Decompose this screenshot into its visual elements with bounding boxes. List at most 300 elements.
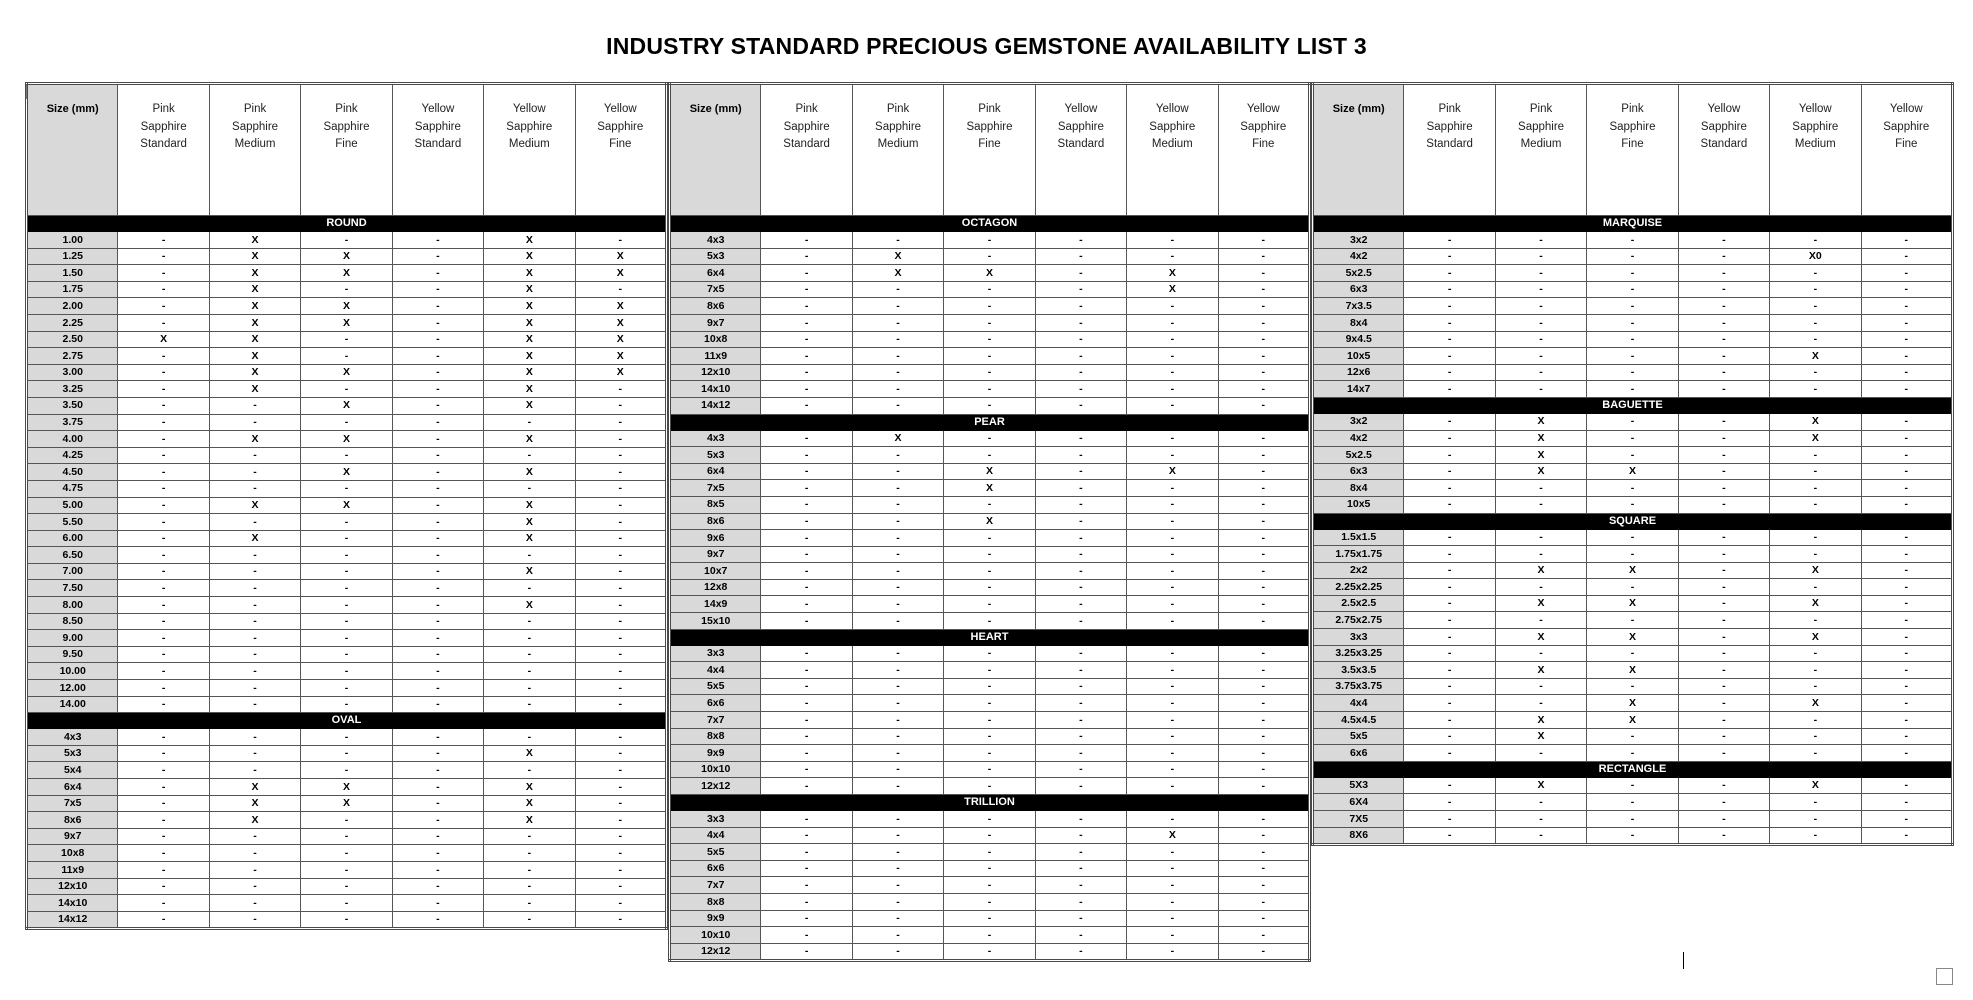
availability-cell: -	[118, 563, 209, 580]
availability-cell: -	[301, 911, 392, 929]
availability-cell: X	[1770, 629, 1861, 646]
availability-cell: -	[1770, 579, 1861, 596]
availability-cell: -	[944, 943, 1035, 961]
availability-cell: -	[1127, 447, 1218, 464]
availability-cell: -	[1678, 645, 1769, 662]
availability-cell: X	[1770, 348, 1861, 365]
availability-cell: -	[118, 348, 209, 365]
column-header	[301, 84, 392, 216]
availability-cell: -	[484, 828, 575, 845]
availability-cell: -	[1495, 348, 1586, 365]
availability-cell: X	[209, 795, 300, 812]
availability-cell: -	[852, 943, 943, 961]
availability-cell: -	[1587, 645, 1678, 662]
availability-cell: X	[1770, 777, 1861, 794]
availability-cell: -	[301, 762, 392, 779]
table-row	[1313, 331, 1953, 348]
size-cell: 5x5	[670, 844, 761, 861]
size-cell: 8.50	[27, 613, 118, 630]
availability-cell: -	[1678, 678, 1769, 695]
availability-cell: -	[392, 613, 483, 630]
table-row	[670, 397, 1310, 414]
table-row	[670, 860, 1310, 877]
table-row	[27, 663, 667, 680]
availability-cell: -	[761, 778, 852, 795]
availability-cell: -	[852, 331, 943, 348]
size-cell: 9x9	[670, 745, 761, 762]
availability-cell: -	[1861, 348, 1952, 365]
availability-cell: X	[301, 431, 392, 448]
document-title: INDUSTRY STANDARD PRECIOUS GEMSTONE AVAILABILITY LIST 3	[606, 33, 1367, 59]
availability-cell: -	[1218, 645, 1309, 662]
availability-cell: X	[1587, 463, 1678, 480]
section-header-row	[1313, 761, 1953, 777]
availability-cell: -	[1035, 579, 1126, 596]
availability-cell: X	[484, 298, 575, 315]
availability-cell: -	[1404, 248, 1495, 265]
availability-cell: -	[1770, 745, 1861, 762]
availability-cell: -	[1770, 314, 1861, 331]
availability-cell: -	[761, 728, 852, 745]
availability-cell: -	[761, 613, 852, 630]
table-row	[1313, 281, 1953, 298]
availability-cell: -	[209, 646, 300, 663]
table-row	[670, 348, 1310, 365]
availability-cell: -	[1404, 281, 1495, 298]
availability-cell: -	[1035, 678, 1126, 695]
availability-cell: -	[575, 745, 666, 762]
section-header-row	[1313, 216, 1953, 232]
availability-cell: -	[761, 314, 852, 331]
availability-cell: -	[392, 762, 483, 779]
availability-cell: -	[118, 861, 209, 878]
gem-table	[1311, 82, 1954, 846]
availability-cell: -	[301, 547, 392, 564]
availability-cell: -	[575, 895, 666, 912]
availability-cell: -	[1404, 298, 1495, 315]
availability-cell: -	[1404, 645, 1495, 662]
size-cell: 12x12	[670, 943, 761, 961]
availability-cell: -	[1218, 265, 1309, 282]
availability-cell: -	[944, 248, 1035, 265]
availability-cell: -	[761, 563, 852, 580]
table-row	[1313, 381, 1953, 398]
availability-cell: X	[1495, 562, 1586, 579]
size-cell: 7x7	[670, 877, 761, 894]
availability-cell: -	[1587, 314, 1678, 331]
size-cell: 3x3	[670, 811, 761, 828]
availability-cell: -	[118, 729, 209, 746]
availability-cell: -	[852, 695, 943, 712]
availability-cell: -	[944, 893, 1035, 910]
availability-cell: -	[484, 447, 575, 464]
availability-cell: -	[1035, 248, 1126, 265]
availability-cell: -	[1218, 910, 1309, 927]
availability-cell: -	[118, 431, 209, 448]
resize-handle-icon[interactable]	[1936, 968, 1953, 985]
size-cell: 10x5	[1313, 496, 1404, 513]
size-cell: 3.75x3.75	[1313, 678, 1404, 695]
availability-cell: -	[1678, 298, 1769, 315]
availability-cell: -	[761, 596, 852, 613]
availability-cell: -	[1127, 910, 1218, 927]
table-row	[1313, 777, 1953, 794]
availability-cell: -	[392, 845, 483, 862]
availability-cell: -	[118, 232, 209, 249]
column-header-line: Sapphire	[323, 120, 370, 133]
size-cell: 1.75	[27, 281, 118, 298]
availability-cell: X	[1770, 562, 1861, 579]
availability-cell: -	[1218, 943, 1309, 961]
table-row	[670, 827, 1310, 844]
availability-cell: -	[301, 563, 392, 580]
availability-cell: -	[1770, 712, 1861, 729]
availability-cell: -	[761, 860, 852, 877]
availability-cell: -	[1861, 331, 1952, 348]
gem-table	[25, 82, 668, 930]
availability-cell: -	[209, 630, 300, 647]
availability-cell: -	[852, 877, 943, 894]
availability-cell: -	[575, 878, 666, 895]
availability-cell: -	[118, 530, 209, 547]
availability-cell: -	[1218, 496, 1309, 513]
availability-cell: -	[1678, 579, 1769, 596]
availability-cell: X	[484, 248, 575, 265]
size-cell: 4.75	[27, 480, 118, 497]
table-row	[670, 695, 1310, 712]
size-cell: 8x6	[670, 513, 761, 530]
table-row	[27, 563, 667, 580]
table-row	[1313, 579, 1953, 596]
availability-cell: X	[1127, 265, 1218, 282]
availability-cell: X	[484, 381, 575, 398]
availability-cell: -	[575, 447, 666, 464]
column-header-line: Yellow	[421, 103, 455, 115]
availability-cell: -	[761, 695, 852, 712]
table-row	[27, 911, 667, 929]
size-cell: 5x4	[27, 762, 118, 779]
availability-cell: -	[1678, 562, 1769, 579]
availability-cell: -	[301, 331, 392, 348]
size-cell: 2x2	[1313, 562, 1404, 579]
column-header-line: Pink	[1438, 103, 1461, 115]
column-header-line: Fine	[1621, 138, 1644, 150]
availability-cell: -	[1127, 662, 1218, 679]
table-row	[1313, 298, 1953, 315]
availability-cell: -	[1678, 480, 1769, 497]
availability-cell: X	[575, 265, 666, 282]
size-cell: 4.00	[27, 431, 118, 448]
section-title: OVAL	[27, 713, 667, 729]
availability-cell: -	[1770, 612, 1861, 629]
table-row	[670, 546, 1310, 563]
availability-cell: -	[118, 828, 209, 845]
availability-cell: -	[761, 910, 852, 927]
column-header-line: Sapphire	[232, 120, 279, 133]
size-cell: 3.5x3.5	[1313, 662, 1404, 679]
size-cell: 5x5	[1313, 728, 1404, 745]
availability-cell: X	[209, 779, 300, 796]
table-row	[670, 728, 1310, 745]
availability-cell: X	[575, 348, 666, 365]
availability-cell: -	[1127, 430, 1218, 447]
availability-cell: -	[1035, 613, 1126, 630]
column-header-line: Standard	[414, 138, 462, 150]
availability-cell: -	[209, 447, 300, 464]
availability-cell: X	[1770, 413, 1861, 430]
availability-cell: X	[575, 314, 666, 331]
table-row	[1313, 447, 1953, 464]
column-header	[1770, 84, 1861, 216]
column-header-line: Yellow	[1707, 103, 1741, 115]
availability-cell: X	[209, 314, 300, 331]
availability-cell: -	[1861, 811, 1952, 828]
availability-cell: -	[1218, 596, 1309, 613]
availability-cell: -	[1770, 298, 1861, 315]
size-cell: 2.25	[27, 314, 118, 331]
availability-cell: -	[761, 662, 852, 679]
availability-cell: -	[575, 431, 666, 448]
availability-cell: -	[1218, 397, 1309, 414]
table-row	[670, 530, 1310, 547]
availability-cell: X	[1587, 562, 1678, 579]
availability-cell: X	[1587, 662, 1678, 679]
availability-cell: -	[761, 331, 852, 348]
size-cell: 3x3	[670, 645, 761, 662]
availability-cell: -	[944, 745, 1035, 762]
availability-cell: -	[1770, 232, 1861, 249]
availability-cell: X	[209, 232, 300, 249]
section-title: HEART	[670, 629, 1310, 645]
table-row	[27, 613, 667, 630]
availability-cell: -	[575, 414, 666, 431]
availability-cell: -	[301, 514, 392, 531]
gem-table	[668, 82, 1311, 962]
availability-cell: -	[852, 811, 943, 828]
availability-cell: X	[1495, 777, 1586, 794]
availability-cell: X	[1587, 712, 1678, 729]
availability-cell: -	[1495, 314, 1586, 331]
availability-cell: -	[1218, 248, 1309, 265]
availability-cell: -	[1218, 844, 1309, 861]
availability-cell: X	[209, 431, 300, 448]
availability-cell: -	[209, 663, 300, 680]
availability-cell: X	[944, 480, 1035, 497]
column-header	[1404, 84, 1495, 216]
availability-cell: -	[301, 861, 392, 878]
column-header-line: Pink	[1529, 103, 1553, 115]
availability-cell: -	[575, 497, 666, 514]
availability-cell: -	[761, 430, 852, 447]
availability-cell: -	[1587, 728, 1678, 745]
availability-cell: -	[209, 547, 300, 564]
availability-cell: -	[1218, 281, 1309, 298]
availability-cell: -	[209, 613, 300, 630]
availability-cell: X	[1127, 463, 1218, 480]
column-header-line: Sapphire	[140, 120, 187, 133]
availability-cell: -	[1127, 695, 1218, 712]
column-header-line: Pink	[335, 103, 358, 115]
availability-cell: -	[1861, 364, 1952, 381]
availability-cell: -	[1495, 745, 1586, 762]
availability-cell: -	[1404, 430, 1495, 447]
table-row	[670, 298, 1310, 315]
availability-cell: -	[1127, 381, 1218, 398]
size-cell: 3x3	[1313, 629, 1404, 646]
availability-cell: -	[1218, 364, 1309, 381]
availability-cell: X	[484, 331, 575, 348]
table-row	[670, 314, 1310, 331]
availability-cell: -	[1678, 612, 1769, 629]
table-row	[27, 828, 667, 845]
availability-cell: -	[1861, 248, 1952, 265]
size-cell: 5x5	[670, 678, 761, 695]
availability-cell: -	[575, 580, 666, 597]
availability-cell: -	[1218, 877, 1309, 894]
availability-cell: -	[1404, 562, 1495, 579]
availability-cell: -	[392, 348, 483, 365]
availability-cell: -	[209, 680, 300, 697]
availability-cell: -	[575, 828, 666, 845]
size-cell: 2.00	[27, 298, 118, 315]
size-cell: 7x5	[670, 480, 761, 497]
availability-cell: -	[761, 893, 852, 910]
column-header-line: Pink	[1621, 103, 1644, 115]
size-cell: 14x12	[670, 397, 761, 414]
availability-cell: -	[1861, 695, 1952, 712]
size-cell: 10x7	[670, 563, 761, 580]
size-cell: 9x9	[670, 910, 761, 927]
availability-cell: -	[1495, 364, 1586, 381]
availability-cell: -	[301, 828, 392, 845]
availability-cell: -	[392, 331, 483, 348]
availability-cell: -	[392, 431, 483, 448]
section-title: MARQUISE	[1313, 216, 1953, 232]
availability-cell: X	[209, 281, 300, 298]
table-row	[1313, 712, 1953, 729]
availability-cell: -	[1678, 827, 1769, 845]
availability-cell: -	[484, 547, 575, 564]
column-header-line: Sapphire	[506, 120, 553, 133]
column-header-line: Fine	[978, 138, 1001, 150]
availability-cell: -	[392, 646, 483, 663]
availability-cell: -	[301, 447, 392, 464]
availability-cell: X	[301, 248, 392, 265]
table-row	[27, 895, 667, 912]
availability-cell: -	[944, 645, 1035, 662]
column-header-line: Pink	[243, 103, 267, 115]
availability-cell: -	[1587, 827, 1678, 845]
availability-cell: X0	[1770, 248, 1861, 265]
availability-cell: -	[1404, 381, 1495, 398]
availability-cell: X	[301, 314, 392, 331]
column-header-line: Standard	[140, 138, 187, 150]
section-title: TRILLION	[670, 795, 1310, 811]
size-cell: 6.50	[27, 547, 118, 564]
availability-cell: -	[118, 613, 209, 630]
availability-cell: -	[484, 580, 575, 597]
availability-cell: -	[118, 464, 209, 481]
availability-cell: X	[209, 265, 300, 282]
column-header	[1495, 84, 1586, 216]
column-header	[209, 84, 300, 216]
availability-cell: -	[852, 745, 943, 762]
size-cell: 6x3	[1313, 463, 1404, 480]
availability-cell: -	[1035, 331, 1126, 348]
availability-cell: -	[1770, 381, 1861, 398]
availability-cell: -	[1587, 794, 1678, 811]
table-row	[1313, 496, 1953, 513]
table-row	[27, 745, 667, 762]
column-header-line: Fine	[1252, 138, 1275, 150]
availability-cell: -	[118, 480, 209, 497]
availability-cell: X	[484, 232, 575, 249]
availability-cell: -	[392, 530, 483, 547]
size-cell: 9x7	[670, 546, 761, 563]
table-row	[670, 563, 1310, 580]
availability-cell: -	[852, 827, 943, 844]
availability-cell: -	[209, 729, 300, 746]
table-row	[670, 844, 1310, 861]
size-cell: 7x3.5	[1313, 298, 1404, 315]
availability-cell: -	[575, 812, 666, 829]
table-row	[27, 464, 667, 481]
availability-cell: -	[484, 646, 575, 663]
section-title: PEAR	[670, 414, 1310, 430]
availability-cell: -	[1495, 546, 1586, 563]
size-cell: 3.75	[27, 414, 118, 431]
availability-cell: -	[852, 613, 943, 630]
size-cell: 12x10	[27, 878, 118, 895]
availability-cell: -	[575, 281, 666, 298]
availability-cell: -	[1035, 430, 1126, 447]
availability-cell: -	[1035, 397, 1126, 414]
availability-cell: X	[484, 779, 575, 796]
column-header-line: Sapphire	[1700, 120, 1747, 133]
availability-cell: -	[944, 348, 1035, 365]
availability-cell: -	[1127, 778, 1218, 795]
availability-cell: -	[1861, 413, 1952, 430]
availability-cell: -	[944, 613, 1035, 630]
size-column-header: Size (mm)	[27, 84, 118, 216]
availability-cell: -	[392, 745, 483, 762]
availability-cell: -	[484, 630, 575, 647]
availability-cell: -	[1218, 811, 1309, 828]
size-cell: 4x4	[1313, 695, 1404, 712]
availability-cell: -	[761, 827, 852, 844]
availability-cell: -	[761, 298, 852, 315]
column-header-line: Yellow	[1246, 103, 1280, 115]
availability-cell: -	[1127, 364, 1218, 381]
availability-cell: -	[118, 762, 209, 779]
table-row	[670, 232, 1310, 249]
availability-cell: -	[1587, 381, 1678, 398]
column-header	[118, 84, 209, 216]
availability-cell: -	[944, 662, 1035, 679]
availability-cell: -	[1770, 447, 1861, 464]
availability-cell: -	[761, 281, 852, 298]
availability-cell: X	[1495, 728, 1586, 745]
availability-cell: -	[944, 678, 1035, 695]
availability-cell: -	[761, 232, 852, 249]
availability-cell: -	[1587, 678, 1678, 695]
availability-cell: -	[761, 496, 852, 513]
table-row	[27, 265, 667, 282]
availability-cell: -	[1404, 331, 1495, 348]
availability-cell: -	[761, 943, 852, 961]
availability-cell: -	[852, 447, 943, 464]
availability-cell: -	[761, 348, 852, 365]
